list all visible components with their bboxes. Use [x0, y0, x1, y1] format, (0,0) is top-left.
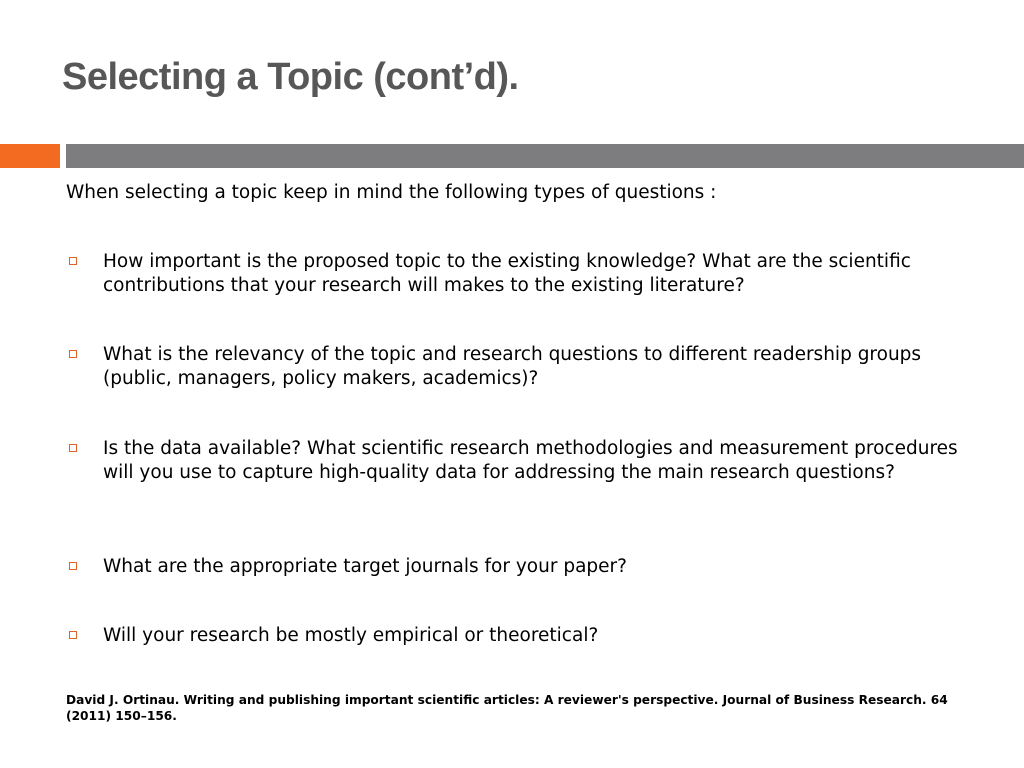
bullet-text: What is the relevancy of the topic and research questions to different readership groups (public, managers, policy makers, academics)?	[103, 344, 922, 389]
intro-text: When selecting a topic keep in mind the following types of questions :	[66, 182, 717, 203]
accent-bar-gray	[66, 144, 1024, 168]
bullet-text: What are the appropriate target journals for your paper?	[103, 556, 627, 577]
bullet-text: Will your research be mostly empirical or theoretical?	[103, 625, 599, 646]
slide-title: Selecting a Topic (cont’d).	[62, 56, 519, 98]
square-bullet-icon	[69, 257, 77, 265]
bullet-text: How important is the proposed topic to the existing knowledge? What are the scientific contributions that your research will makes to the existing literature?	[103, 251, 911, 296]
square-bullet-icon	[69, 562, 77, 570]
square-bullet-icon	[69, 631, 77, 639]
citation: David J. Ortinau. Writing and publishing important scientific articles: A reviewer's perspective. Journal of Business Research. 64 (2011) 150–156.	[66, 693, 948, 723]
square-bullet-icon	[69, 350, 77, 358]
bullet-text: Is the data available? What scientific research methodologies and measurement procedures will you use to capture high-quality data for addressing the main research questions?	[103, 438, 958, 483]
square-bullet-icon	[69, 444, 77, 452]
accent-bar-orange	[0, 144, 60, 168]
